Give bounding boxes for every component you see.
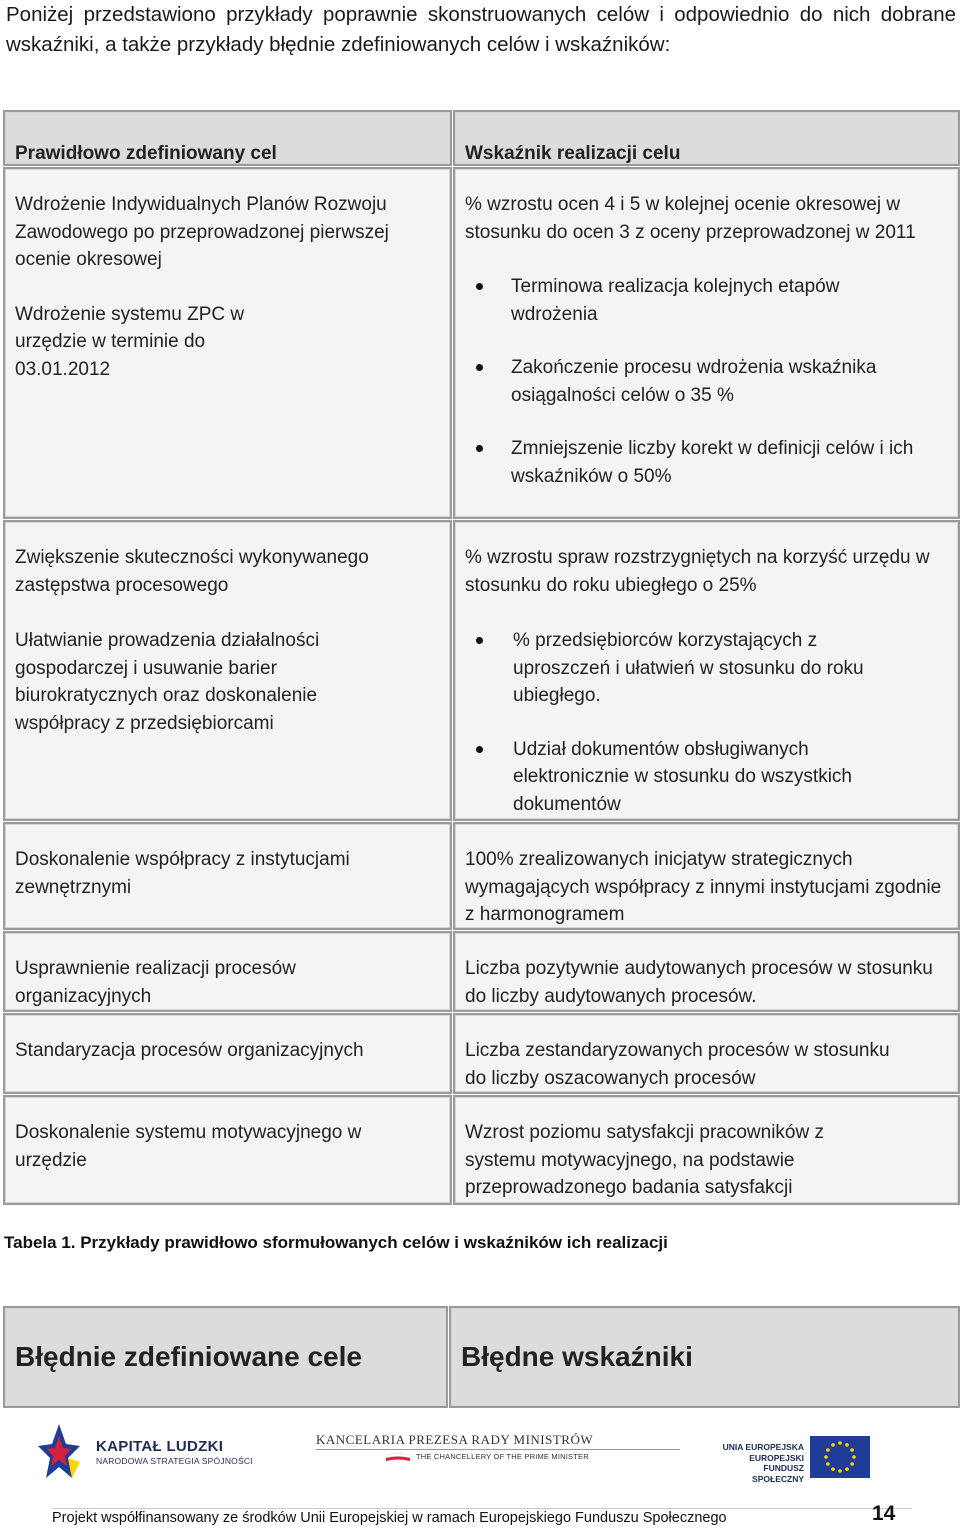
goal-cell: Doskonalenie systemu motywacyjnego w urzędzie [3, 1095, 452, 1205]
goal-text: Zwiększenie skuteczności wykonywanego zastępstwa procesowego [15, 547, 369, 596]
eu-star [824, 1455, 828, 1459]
indicator-text: % wzrostu ocen 4 i 5 w kolejnej ocenie okresowej w stosunku do ocen 3 z oceny przeprowadzonej w 2011 [465, 194, 916, 243]
header-wrong-goals: Błędnie zdefiniowane cele [3, 1306, 448, 1408]
indicator-cell: 100% zrealizowanych inicjatyw strategicznych wymagających współpracy z innymi instytucjami zgodnie z harmonogramem [453, 822, 960, 930]
eu-flag-icon [810, 1436, 870, 1478]
indicator-bullet: Zmniejszenie liczby korekt w definicji celów i ich wskaźników o 50% [465, 435, 915, 490]
table-header-row [3, 110, 960, 166]
table-caption: Tabela 1. Przykłady prawidłowo sformułowanych celów i wskaźników ich realizacji [4, 1233, 668, 1252]
goal-cell [3, 167, 452, 519]
intro-paragraph: Poniżej przedstawiono przykłady poprawnie skonstruowanych celów i odpowiednio do nich dobrane wskaźniki, a także przykłady błędnie zdefiniowanych celów i wskaźników: [6, 3, 956, 56]
errors-table [3, 1306, 960, 1408]
goal-text: Wdrożenie systemu ZPC w urzędzie w terminie do 03.01.2012 [15, 303, 245, 380]
goal-cell: Doskonalenie współpracy z instytucjami zewnętrznymi [3, 822, 452, 930]
table-row [3, 1013, 960, 1094]
eu-label-line: FUNDUSZ SPOŁECZNY [752, 1463, 804, 1484]
eu-star [852, 1455, 856, 1459]
polish-flag-icon [386, 1453, 410, 1463]
eu-star [838, 1441, 842, 1445]
indicator-cell: Liczba zestandaryzowanych procesów w stosunku do liczby oszacowanych procesów [453, 1013, 960, 1094]
eu-star [826, 1448, 830, 1452]
table-row [3, 822, 960, 930]
indicator-bullet: % przedsiębiorców korzystających z uproszczeń i ułatwień w stosunku do roku ubiegłego. [465, 627, 905, 710]
eu-star [831, 1443, 835, 1447]
indicator-cell [453, 167, 960, 519]
page-number: 14 [872, 1502, 896, 1525]
eu-star [845, 1443, 849, 1447]
table-row [3, 167, 960, 519]
footer-divider [52, 1508, 912, 1509]
eu-label-line: EUROPEJSKI [749, 1452, 804, 1463]
goal-text: Wdrożenie Indywidualnych Planów Rozwoju Zawodowego po przeprowadzonej pierwszej ocenie okresowej [15, 194, 389, 270]
header-wrong-indicators: Błędne wskaźniki [449, 1306, 960, 1408]
kapital-ludzki-star-icon [38, 1418, 80, 1490]
goal-cell: Standaryzacja procesów organizacyjnych [3, 1013, 452, 1094]
kprm-divider [316, 1449, 680, 1450]
eu-star [845, 1467, 849, 1471]
kapital-ludzki-subtitle: NARODOWA STRATEGIA SPÓJNOŚCI [96, 1456, 253, 1466]
table-row [3, 520, 960, 821]
eu-star [831, 1467, 835, 1471]
header-indicator: Wskaźnik realizacji celu [453, 110, 960, 166]
eu-star [838, 1469, 842, 1473]
kprm-subtitle: THE CHANCELLERY OF THE PRIME MINISTER [416, 1452, 589, 1461]
indicator-cell [453, 520, 960, 821]
table-row [3, 931, 960, 1012]
indicator-bullet: Udział dokumentów obsługiwanych elektronicznie w stosunku do wszystkich dokumentów [465, 736, 885, 819]
header-goal: Prawidłowo zdefiniowany cel [3, 110, 452, 166]
indicator-cell: Wzrost poziomu satysfakcji pracowników z systemu motywacyjnego, na podstawie przeprowadzonego badania satysfakcji [453, 1095, 960, 1205]
goal-cell [3, 520, 452, 821]
table-row [3, 1095, 960, 1205]
eu-star [826, 1462, 830, 1466]
goal-cell: Usprawnienie realizacji procesów organizacyjnych [3, 931, 452, 1012]
kapital-ludzki-title: KAPITAŁ LUDZKI [96, 1438, 224, 1455]
indicator-text: % wzrostu spraw rozstrzygniętych na korzyść urzędu w stosunku do roku ubiegłego o 25% [465, 547, 930, 596]
eu-star [850, 1462, 854, 1466]
indicator-bullet: Zakończenie procesu wdrożenia wskaźnika osiągalności celów o 35 % [465, 354, 925, 409]
logo-strip [0, 1408, 960, 1498]
page-footer [52, 1502, 912, 1528]
kprm-title: KANCELARIA PREZESA RADY MINISTRÓW [316, 1432, 594, 1447]
indicator-cell: Liczba pozytywnie audytowanych procesów w stosunku do liczby audytowanych procesów. [453, 931, 960, 1012]
goal-text: Ułatwianie prowadzenia działalności gospodarczej i usuwanie barier biurokratycznych oraz doskonalenie współpracy z przedsiębiorcami [15, 630, 320, 734]
indicator-bullet: Terminowa realizacja kolejnych etapów wdrożenia [465, 273, 865, 328]
footer-text: Projekt współfinansowany ze środków Unii Europejskiej w ramach Europejskiego Funduszu Społecznego [52, 1510, 727, 1526]
eu-star [850, 1448, 854, 1452]
eu-label [712, 1442, 804, 1484]
eu-label-line: UNIA EUROPEJSKA [722, 1442, 804, 1452]
